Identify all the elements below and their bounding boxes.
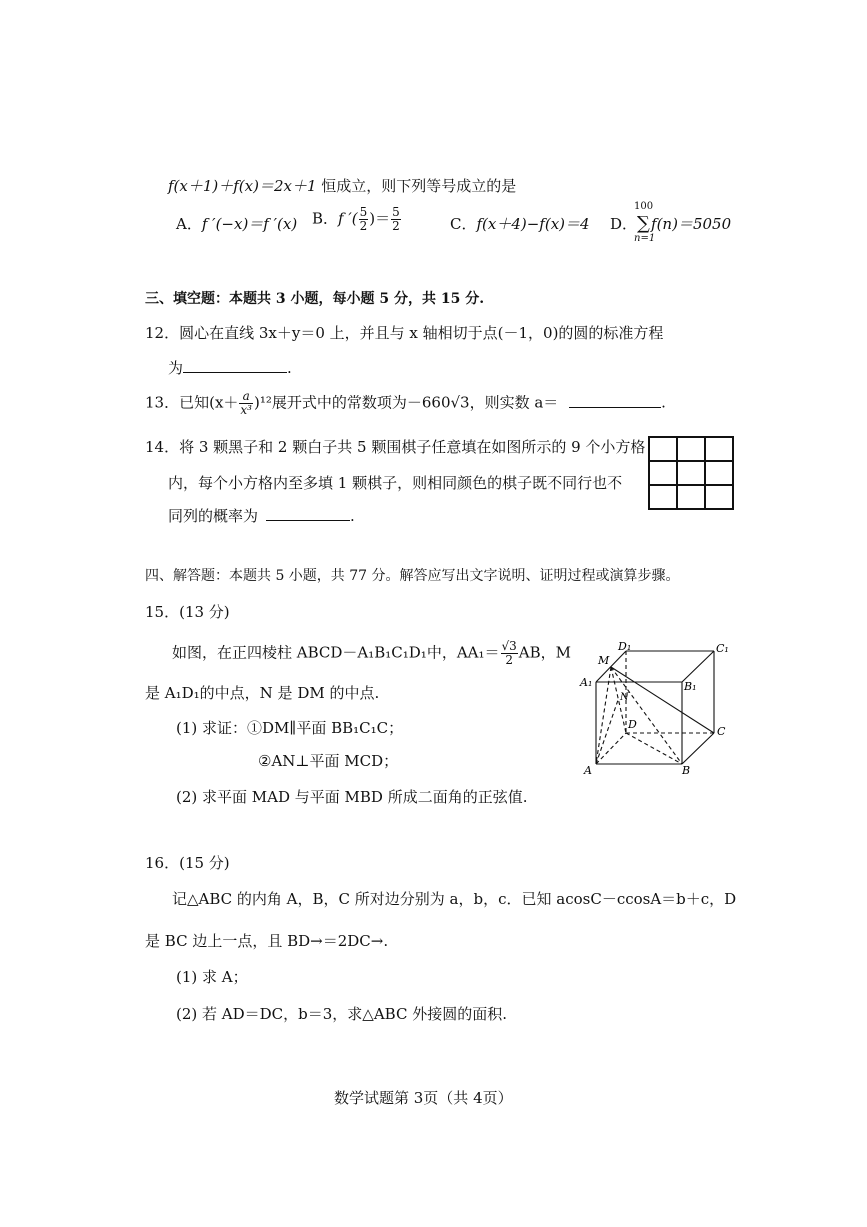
q12-answer-blank[interactable] bbox=[183, 358, 287, 373]
q11-stem bbox=[168, 175, 516, 196]
q11-option-a bbox=[176, 213, 297, 234]
q13-frac-num: a bbox=[239, 390, 253, 404]
section4-title: 四、解答题：本题共 5 小题，共 77 分。解答应写出文字说明、证明过程或演算步骤。 bbox=[145, 568, 680, 584]
label-b1: B₁ bbox=[684, 680, 697, 693]
sum-symbol bbox=[634, 201, 656, 244]
option-b-frac-den: 2 bbox=[359, 219, 368, 233]
q12-line2-post: . bbox=[287, 359, 292, 377]
q15-frac bbox=[501, 640, 518, 667]
q15-line1 bbox=[172, 640, 571, 667]
option-d-label: D． bbox=[610, 215, 638, 233]
q16-line2: 是 BC 边上一点，且 BD→＝2DC→. bbox=[145, 932, 389, 950]
option-b-rfrac bbox=[391, 206, 401, 233]
option-c-label: C． bbox=[450, 215, 477, 233]
q15-frac-den: 2 bbox=[505, 653, 513, 667]
grid-cell bbox=[705, 485, 733, 509]
q14-line2: 内，每个小方格内至多填 1 颗棋子，则相同颜色的棋子既不同行也不 bbox=[168, 474, 623, 492]
option-b-frac-num: 5 bbox=[359, 205, 368, 219]
grid-cell bbox=[677, 437, 705, 461]
option-d-expr: f(n)＝5050 bbox=[651, 215, 732, 233]
prism-figure bbox=[578, 636, 738, 778]
q16-line1: 记△ABC 的内角 A，B，C 所对边分别为 a，b，c．已知 acosC－ccosA＝b＋c，D bbox=[172, 890, 737, 908]
q13-end: . bbox=[661, 393, 666, 412]
q11-option-c bbox=[450, 213, 590, 234]
sigma: ∑ bbox=[637, 213, 650, 234]
q14-line3-post: . bbox=[350, 507, 355, 525]
grid-cell bbox=[649, 437, 677, 461]
option-b-rfrac-den: 2 bbox=[392, 219, 400, 233]
label-n: N bbox=[620, 692, 629, 703]
option-b-rfrac-num: 5 bbox=[392, 205, 400, 219]
segment-an bbox=[596, 700, 618, 764]
q14-line1: 14．将 3 颗黑子和 2 颗白子共 5 颗围棋子任意填在如图所示的 9 个小方格 bbox=[145, 438, 646, 456]
q14-answer-blank[interactable] bbox=[266, 506, 350, 521]
q14-line3 bbox=[168, 505, 355, 526]
q15-frac-num: √3 bbox=[501, 639, 517, 653]
option-b-mid: )＝ bbox=[369, 209, 391, 228]
grid-cell bbox=[677, 485, 705, 509]
q15-line1-pre: 如图，在正四棱柱 ABCD－A₁B₁C₁D₁中，AA₁＝ bbox=[172, 643, 500, 662]
label-a1: A₁ bbox=[580, 676, 593, 689]
grid-cell bbox=[705, 437, 733, 461]
label-a: A bbox=[584, 764, 592, 777]
option-c-expr: f(x＋4)−f(x)＝4 bbox=[476, 215, 590, 233]
option-a-label: A． bbox=[176, 215, 202, 233]
q15-line2: 是 A₁D₁的中点，N 是 DM 的中点. bbox=[145, 684, 380, 702]
q16-header: 16．(15 分) bbox=[145, 854, 230, 872]
q16-part1: (1) 求 A； bbox=[176, 968, 248, 986]
grid-cell bbox=[649, 485, 677, 509]
q15-part2: (2) 求平面 MAD 与平面 MBD 所成二面角的正弦值. bbox=[176, 788, 528, 806]
q13-post: )¹²展开式中的常数项为－660√3，则实数 a＝ bbox=[253, 393, 559, 412]
sum-lower: n=1 bbox=[634, 233, 656, 244]
q15-line1-post: AB，M bbox=[518, 643, 571, 662]
nine-square-grid bbox=[648, 436, 734, 510]
q15-part1a: (1) 求证：①DM∥平面 BB₁C₁C； bbox=[176, 719, 404, 737]
label-b: B bbox=[682, 764, 691, 777]
q16-part2: (2) 若 AD＝DC，b＝3，求△ABC 外接圆的面积. bbox=[176, 1005, 507, 1023]
label-d: D bbox=[628, 718, 637, 731]
q13-answer-blank[interactable] bbox=[569, 393, 661, 408]
q11-stem-expr: f(x＋1)＋f(x)＝2x＋1 bbox=[168, 177, 317, 195]
edge-b1c1 bbox=[682, 651, 714, 682]
grid-cell bbox=[677, 461, 705, 485]
segment-db bbox=[626, 733, 682, 764]
q13-pre: 13．已知(x＋ bbox=[145, 393, 239, 412]
q15-header: 15．(13 分) bbox=[145, 603, 230, 621]
option-b-frac bbox=[359, 206, 369, 233]
edge-bc bbox=[682, 733, 714, 764]
option-a-expr: f ′(−x)＝f ′(x) bbox=[201, 215, 298, 233]
page-footer: 数学试题第 3页（共 4页） bbox=[334, 1089, 513, 1107]
label-m: M bbox=[598, 654, 610, 667]
q13-line bbox=[145, 390, 666, 417]
q13-frac bbox=[239, 390, 253, 417]
q11-option-d bbox=[610, 201, 732, 244]
q12-line2-pre: 为 bbox=[168, 359, 184, 377]
label-c: C bbox=[717, 725, 726, 738]
grid-cell bbox=[649, 461, 677, 485]
q14-line3-pre: 同列的概率为 bbox=[168, 507, 259, 525]
option-b-pre: f ′( bbox=[338, 209, 358, 228]
q12-line1: 12．圆心在直线 3x＋y＝0 上，并且与 x 轴相切于点(－1，0)的圆的标准方程 bbox=[145, 324, 664, 342]
q13-frac-den: x³ bbox=[240, 403, 252, 417]
q11-option-b bbox=[312, 206, 402, 233]
q15-part1b: ②AN⊥平面 MCD； bbox=[258, 752, 399, 770]
sum-upper: 100 bbox=[634, 201, 654, 212]
option-b-label: B． bbox=[312, 209, 339, 228]
section3-title: 三、填空题：本题共 3 小题，每小题 5 分，共 15 分. bbox=[145, 291, 485, 307]
q11-stem-text: 恒成立，则下列等号成立的是 bbox=[316, 177, 517, 195]
grid-cell bbox=[705, 461, 733, 485]
q12-line2 bbox=[168, 357, 292, 378]
label-c1: C₁ bbox=[716, 642, 729, 655]
label-d1: D₁ bbox=[618, 640, 632, 653]
